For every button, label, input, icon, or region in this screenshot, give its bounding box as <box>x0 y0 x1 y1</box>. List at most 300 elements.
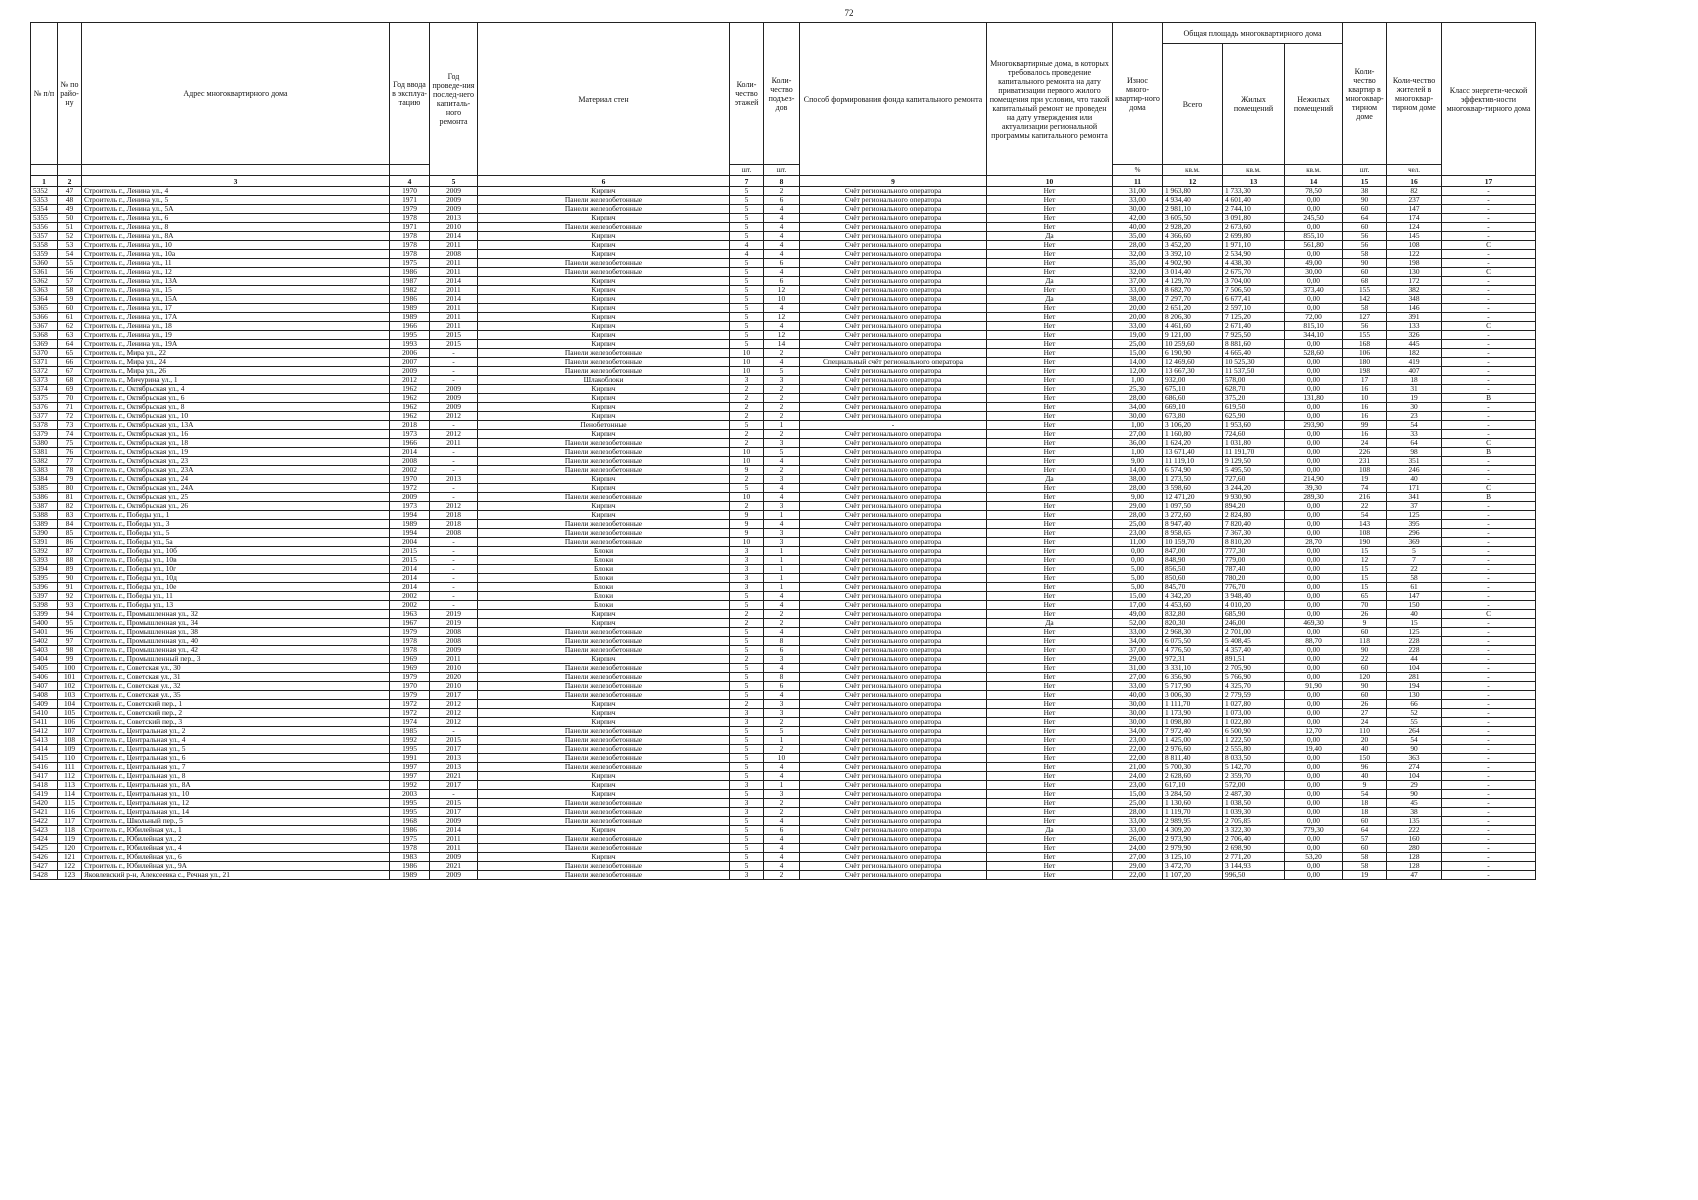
row-year-repair: 2013 <box>430 214 478 223</box>
row-residents: 5 <box>1387 547 1442 556</box>
row-energy-class: - <box>1442 754 1536 763</box>
row-fund-method: Счёт регионального оператора <box>800 412 987 421</box>
table-row <box>31 520 1536 529</box>
row-num: 47 <box>58 187 82 196</box>
row-wear: 25,00 <box>1113 799 1163 808</box>
row-floors: 10 <box>730 367 764 376</box>
column-number: 3 <box>82 176 390 187</box>
row-area-nonliving: 0,00 <box>1285 412 1343 421</box>
row-area-living: 3 144,93 <box>1223 862 1285 871</box>
row-year-built: 2002 <box>390 592 430 601</box>
row-area-nonliving: 131,80 <box>1285 394 1343 403</box>
row-repair-required: Нет <box>987 493 1113 502</box>
table-row <box>31 655 1536 664</box>
row-entrances: 3 <box>764 529 800 538</box>
row-area-total: 7 972,40 <box>1163 727 1223 736</box>
row-apartments: 70 <box>1343 601 1387 610</box>
row-area-total: 1 425,00 <box>1163 736 1223 745</box>
row-energy-class: - <box>1442 529 1536 538</box>
row-repair-required: Нет <box>987 205 1113 214</box>
row-material: Кирпич <box>478 322 730 331</box>
row-area-living: 3 948,40 <box>1223 592 1285 601</box>
row-residents: 222 <box>1387 826 1442 835</box>
row-floors: 5 <box>730 214 764 223</box>
row-apartments: 226 <box>1343 448 1387 457</box>
row-residents: 31 <box>1387 385 1442 394</box>
row-entrances: 6 <box>764 196 800 205</box>
row-residents: 174 <box>1387 214 1442 223</box>
row-year-repair: 2008 <box>430 529 478 538</box>
row-wear: 40,00 <box>1113 691 1163 700</box>
row-repair-required: Нет <box>987 385 1113 394</box>
row-area-nonliving: 0,00 <box>1285 583 1343 592</box>
row-address: Яковлевский р-н, Алексеевка с., Речная ул., 21 <box>82 871 390 880</box>
row-energy-class: - <box>1442 835 1536 844</box>
row-energy-class: - <box>1442 340 1536 349</box>
row-area-total: 617,10 <box>1163 781 1223 790</box>
table-row <box>31 835 1536 844</box>
row-area-total: 1 963,80 <box>1163 187 1223 196</box>
row-apartments: 90 <box>1343 196 1387 205</box>
row-residents: 40 <box>1387 610 1442 619</box>
row-residents: 228 <box>1387 637 1442 646</box>
unit-area-nonliving: кв.м. <box>1285 165 1343 176</box>
row-entrances: 2 <box>764 619 800 628</box>
row-residents: 38 <box>1387 808 1442 817</box>
column-number: 7 <box>730 176 764 187</box>
row-year-built: 2012 <box>390 376 430 385</box>
row-area-total: 1 130,60 <box>1163 799 1223 808</box>
row-entrances: 4 <box>764 853 800 862</box>
row-residents: 246 <box>1387 466 1442 475</box>
row-apartments: 127 <box>1343 313 1387 322</box>
row-area-nonliving: 49,00 <box>1285 259 1343 268</box>
row-address: Строитель г., Мира ул., 26 <box>82 367 390 376</box>
row-area-living: 11 191,70 <box>1223 448 1285 457</box>
row-energy-class: - <box>1442 187 1536 196</box>
row-area-nonliving: 72,00 <box>1285 313 1343 322</box>
row-area-nonliving: 39,30 <box>1285 484 1343 493</box>
row-energy-class: - <box>1442 646 1536 655</box>
table-row <box>31 502 1536 511</box>
row-address: Строитель г., Победы ул., 10б <box>82 547 390 556</box>
row-address: Строитель г., Победы ул., 5а <box>82 538 390 547</box>
row-entrances: 4 <box>764 862 800 871</box>
row-fund-method: Счёт регионального оператора <box>800 214 987 223</box>
column-number: 15 <box>1343 176 1387 187</box>
row-idx: 5388 <box>31 511 58 520</box>
table-row <box>31 412 1536 421</box>
row-energy-class: - <box>1442 547 1536 556</box>
row-repair-required: Нет <box>987 349 1113 358</box>
row-area-living: 628,70 <box>1223 385 1285 394</box>
row-residents: 281 <box>1387 673 1442 682</box>
row-address: Строитель г., Ленина ул., 18 <box>82 322 390 331</box>
row-year-built: 1995 <box>390 745 430 754</box>
row-apartments: 60 <box>1343 691 1387 700</box>
row-entrances: 6 <box>764 259 800 268</box>
table-row <box>31 781 1536 790</box>
row-idx: 5362 <box>31 277 58 286</box>
table-row <box>31 844 1536 853</box>
row-wear: 23,00 <box>1113 529 1163 538</box>
unit-floors: шт. <box>730 165 764 176</box>
row-idx: 5414 <box>31 745 58 754</box>
row-year-built: 1986 <box>390 826 430 835</box>
row-residents: 54 <box>1387 736 1442 745</box>
column-number: 4 <box>390 176 430 187</box>
table-row <box>31 277 1536 286</box>
row-num: 74 <box>58 430 82 439</box>
header-floors: Коли-чество этажей <box>730 23 764 165</box>
row-energy-class: - <box>1442 637 1536 646</box>
row-area-living: 2 597,10 <box>1223 304 1285 313</box>
row-wear: 29,00 <box>1113 655 1163 664</box>
table-row <box>31 214 1536 223</box>
row-num: 66 <box>58 358 82 367</box>
row-num: 111 <box>58 763 82 772</box>
row-year-repair: 2011 <box>430 313 478 322</box>
row-floors: 3 <box>730 556 764 565</box>
row-fund-method: Счёт регионального оператора <box>800 727 987 736</box>
row-wear: 31,00 <box>1113 664 1163 673</box>
row-repair-required: Нет <box>987 448 1113 457</box>
row-wear: 9,00 <box>1113 457 1163 466</box>
table-row <box>31 241 1536 250</box>
row-apartments: 10 <box>1343 394 1387 403</box>
row-area-nonliving: 0,00 <box>1285 376 1343 385</box>
row-num: 112 <box>58 772 82 781</box>
row-apartments: 15 <box>1343 574 1387 583</box>
row-apartments: 180 <box>1343 358 1387 367</box>
row-apartments: 58 <box>1343 853 1387 862</box>
row-material: Кирпич <box>478 277 730 286</box>
row-material: Панели железобетонные <box>478 745 730 754</box>
row-area-living: 7 125,20 <box>1223 313 1285 322</box>
row-fund-method: Счёт регионального оператора <box>800 853 987 862</box>
row-residents: 55 <box>1387 718 1442 727</box>
row-entrances: 1 <box>764 583 800 592</box>
row-year-built: 2006 <box>390 349 430 358</box>
row-repair-required: Нет <box>987 736 1113 745</box>
row-material: Кирпич <box>478 430 730 439</box>
row-year-repair: 2012 <box>430 430 478 439</box>
row-area-total: 2 989,95 <box>1163 817 1223 826</box>
row-floors: 9 <box>730 520 764 529</box>
row-fund-method: Счёт регионального оператора <box>800 520 987 529</box>
row-energy-class: - <box>1442 655 1536 664</box>
row-area-total: 4 902,90 <box>1163 259 1223 268</box>
row-num: 70 <box>58 394 82 403</box>
unit-residents: чел. <box>1387 165 1442 176</box>
row-year-built: 1979 <box>390 691 430 700</box>
row-area-nonliving: 0,00 <box>1285 790 1343 799</box>
row-idx: 5352 <box>31 187 58 196</box>
row-entrances: 2 <box>764 871 800 880</box>
row-energy-class: - <box>1442 619 1536 628</box>
row-entrances: 1 <box>764 565 800 574</box>
row-address: Строитель г., Ленина ул., 19 <box>82 331 390 340</box>
row-wear: 36,00 <box>1113 439 1163 448</box>
row-fund-method: Счёт регионального оператора <box>800 763 987 772</box>
row-entrances: 2 <box>764 745 800 754</box>
row-year-built: 1978 <box>390 250 430 259</box>
row-year-repair: - <box>430 466 478 475</box>
row-floors: 3 <box>730 547 764 556</box>
row-area-living: 2 555,80 <box>1223 745 1285 754</box>
row-wear: 30,00 <box>1113 718 1163 727</box>
row-year-repair: 2012 <box>430 502 478 511</box>
row-wear: 12,00 <box>1113 367 1163 376</box>
row-repair-required: Нет <box>987 376 1113 385</box>
row-area-nonliving: 469,30 <box>1285 619 1343 628</box>
row-energy-class: - <box>1442 565 1536 574</box>
row-idx: 5397 <box>31 592 58 601</box>
row-area-nonliving: 0,00 <box>1285 781 1343 790</box>
row-repair-required: Да <box>987 619 1113 628</box>
row-floors: 3 <box>730 565 764 574</box>
row-fund-method: - <box>800 421 987 430</box>
row-wear: 42,00 <box>1113 214 1163 223</box>
row-material: Панели железобетонные <box>478 835 730 844</box>
row-idx: 5407 <box>31 682 58 691</box>
row-year-built: 1982 <box>390 286 430 295</box>
row-material: Кирпич <box>478 250 730 259</box>
row-area-nonliving: 12,70 <box>1285 727 1343 736</box>
row-material: Кирпич <box>478 781 730 790</box>
table-row <box>31 637 1536 646</box>
row-repair-required: Нет <box>987 871 1113 880</box>
row-residents: 274 <box>1387 763 1442 772</box>
row-entrances: 4 <box>764 322 800 331</box>
row-energy-class: - <box>1442 457 1536 466</box>
header-year-repair: Год проведе-ния послед-него капиталь-ного ремонта <box>430 23 478 176</box>
row-material: Кирпич <box>478 484 730 493</box>
row-year-built: 1997 <box>390 772 430 781</box>
row-address: Строитель г., Промышленная ул., 40 <box>82 637 390 646</box>
row-repair-required: Нет <box>987 727 1113 736</box>
row-entrances: 2 <box>764 187 800 196</box>
row-apartments: 19 <box>1343 871 1387 880</box>
row-num: 94 <box>58 610 82 619</box>
row-area-total: 3 006,30 <box>1163 691 1223 700</box>
row-apartments: 108 <box>1343 466 1387 475</box>
row-energy-class: - <box>1442 520 1536 529</box>
row-area-nonliving: 0,00 <box>1285 817 1343 826</box>
row-year-repair: 2015 <box>430 340 478 349</box>
row-entrances: 2 <box>764 403 800 412</box>
row-energy-class: - <box>1442 763 1536 772</box>
row-repair-required: Нет <box>987 403 1113 412</box>
row-area-living: 1 027,80 <box>1223 700 1285 709</box>
row-num: 75 <box>58 439 82 448</box>
header-area-group: Общая площадь многоквартирного дома <box>1163 23 1343 44</box>
row-entrances: 5 <box>764 727 800 736</box>
row-energy-class: - <box>1442 313 1536 322</box>
row-area-nonliving: 91,90 <box>1285 682 1343 691</box>
table-row <box>31 457 1536 466</box>
row-repair-required: Нет <box>987 610 1113 619</box>
row-area-total: 7 297,70 <box>1163 295 1223 304</box>
row-energy-class: - <box>1442 376 1536 385</box>
row-area-nonliving: 0,00 <box>1285 277 1343 286</box>
row-year-built: 1992 <box>390 781 430 790</box>
row-apartments: 57 <box>1343 835 1387 844</box>
row-area-nonliving: 0,00 <box>1285 592 1343 601</box>
row-entrances: 3 <box>764 655 800 664</box>
row-fund-method: Счёт регионального оператора <box>800 250 987 259</box>
row-floors: 5 <box>730 790 764 799</box>
row-apartments: 96 <box>1343 763 1387 772</box>
row-energy-class: - <box>1442 709 1536 718</box>
row-entrances: 4 <box>764 268 800 277</box>
row-entrances: 4 <box>764 250 800 259</box>
row-energy-class: - <box>1442 277 1536 286</box>
table-row <box>31 223 1536 232</box>
row-num: 61 <box>58 313 82 322</box>
row-energy-class: - <box>1442 700 1536 709</box>
row-year-built: 1989 <box>390 520 430 529</box>
table-row <box>31 331 1536 340</box>
row-fund-method: Счёт регионального оператора <box>800 646 987 655</box>
row-apartments: 155 <box>1343 286 1387 295</box>
row-wear: 33,00 <box>1113 817 1163 826</box>
row-area-total: 820,30 <box>1163 619 1223 628</box>
header-wear: Износ много-квартир-ного дома <box>1113 23 1163 165</box>
row-apartments: 90 <box>1343 646 1387 655</box>
row-year-repair: 2015 <box>430 736 478 745</box>
row-repair-required: Нет <box>987 196 1113 205</box>
row-repair-required: Нет <box>987 421 1113 430</box>
row-wear: 1,00 <box>1113 448 1163 457</box>
row-residents: 58 <box>1387 574 1442 583</box>
row-wear: 35,00 <box>1113 232 1163 241</box>
row-year-repair: 2019 <box>430 619 478 628</box>
row-material: Панели железобетонные <box>478 664 730 673</box>
row-material: Блоки <box>478 574 730 583</box>
row-area-total: 972,31 <box>1163 655 1223 664</box>
table-row <box>31 574 1536 583</box>
row-year-repair: 2009 <box>430 196 478 205</box>
unit-wear: % <box>1113 165 1163 176</box>
table-row <box>31 232 1536 241</box>
table-row <box>31 250 1536 259</box>
row-year-built: 1978 <box>390 844 430 853</box>
row-area-total: 848,90 <box>1163 556 1223 565</box>
row-area-nonliving: 0,00 <box>1285 808 1343 817</box>
row-address: Строитель г., Ленина ул., 17А <box>82 313 390 322</box>
row-area-living: 10 525,30 <box>1223 358 1285 367</box>
row-entrances: 4 <box>764 223 800 232</box>
row-energy-class: - <box>1442 466 1536 475</box>
row-year-built: 1994 <box>390 529 430 538</box>
row-wear: 21,00 <box>1113 763 1163 772</box>
row-address: Строитель г., Школьный пер., 5 <box>82 817 390 826</box>
row-entrances: 12 <box>764 313 800 322</box>
row-energy-class: - <box>1442 628 1536 637</box>
row-num: 50 <box>58 214 82 223</box>
row-area-living: 5 142,70 <box>1223 763 1285 772</box>
row-floors: 3 <box>730 718 764 727</box>
row-fund-method: Счёт регионального оператора <box>800 799 987 808</box>
row-area-nonliving: 0,00 <box>1285 610 1343 619</box>
row-year-built: 1989 <box>390 304 430 313</box>
row-area-living: 375,20 <box>1223 394 1285 403</box>
row-material: Кирпич <box>478 610 730 619</box>
row-idx: 5376 <box>31 403 58 412</box>
row-entrances: 12 <box>764 286 800 295</box>
row-residents: 54 <box>1387 421 1442 430</box>
row-year-built: 1962 <box>390 412 430 421</box>
row-wear: 33,00 <box>1113 682 1163 691</box>
row-wear: 33,00 <box>1113 196 1163 205</box>
row-material: Блоки <box>478 601 730 610</box>
row-year-repair: - <box>430 565 478 574</box>
row-address: Строитель г., Победы ул., 10е <box>82 583 390 592</box>
row-idx: 5369 <box>31 340 58 349</box>
row-year-built: 1994 <box>390 511 430 520</box>
row-area-total: 5 717,90 <box>1163 682 1223 691</box>
row-year-repair: 2010 <box>430 664 478 673</box>
row-year-repair: - <box>430 574 478 583</box>
row-repair-required: Нет <box>987 853 1113 862</box>
row-floors: 2 <box>730 619 764 628</box>
row-entrances: 5 <box>764 448 800 457</box>
row-material: Панели железобетонные <box>478 493 730 502</box>
row-material: Панели железобетонные <box>478 763 730 772</box>
row-year-built: 1993 <box>390 340 430 349</box>
row-apartments: 64 <box>1343 826 1387 835</box>
row-num: 82 <box>58 502 82 511</box>
table-row <box>31 187 1536 196</box>
row-fund-method: Счёт регионального оператора <box>800 637 987 646</box>
row-energy-class: С <box>1442 241 1536 250</box>
row-year-built: 1973 <box>390 430 430 439</box>
row-wear: 32,00 <box>1113 250 1163 259</box>
row-material: Кирпич <box>478 295 730 304</box>
row-repair-required: Нет <box>987 412 1113 421</box>
row-entrances: 2 <box>764 799 800 808</box>
row-floors: 5 <box>730 304 764 313</box>
table-row <box>31 349 1536 358</box>
row-apartments: 19 <box>1343 475 1387 484</box>
row-residents: 228 <box>1387 646 1442 655</box>
row-year-built: 1962 <box>390 403 430 412</box>
row-area-living: 4 357,40 <box>1223 646 1285 655</box>
row-area-living: 996,50 <box>1223 871 1285 880</box>
row-apartments: 16 <box>1343 430 1387 439</box>
row-residents: 90 <box>1387 790 1442 799</box>
row-year-built: 1975 <box>390 259 430 268</box>
row-year-repair: 2011 <box>430 259 478 268</box>
row-wear: 9,00 <box>1113 493 1163 502</box>
row-address: Строитель г., Октябрьская ул., 16 <box>82 430 390 439</box>
row-num: 49 <box>58 205 82 214</box>
row-fund-method: Счёт регионального оператора <box>800 268 987 277</box>
row-wear: 20,00 <box>1113 304 1163 313</box>
row-address: Строитель г., Ленина ул., 17 <box>82 304 390 313</box>
row-idx: 5356 <box>31 223 58 232</box>
row-apartments: 74 <box>1343 484 1387 493</box>
row-material: Панели железобетонные <box>478 736 730 745</box>
row-area-living: 1 073,00 <box>1223 709 1285 718</box>
row-entrances: 2 <box>764 808 800 817</box>
row-energy-class: - <box>1442 367 1536 376</box>
row-num: 91 <box>58 583 82 592</box>
row-address: Строитель г., Октябрьская ул., 23 <box>82 457 390 466</box>
row-repair-required: Нет <box>987 844 1113 853</box>
row-entrances: 2 <box>764 394 800 403</box>
